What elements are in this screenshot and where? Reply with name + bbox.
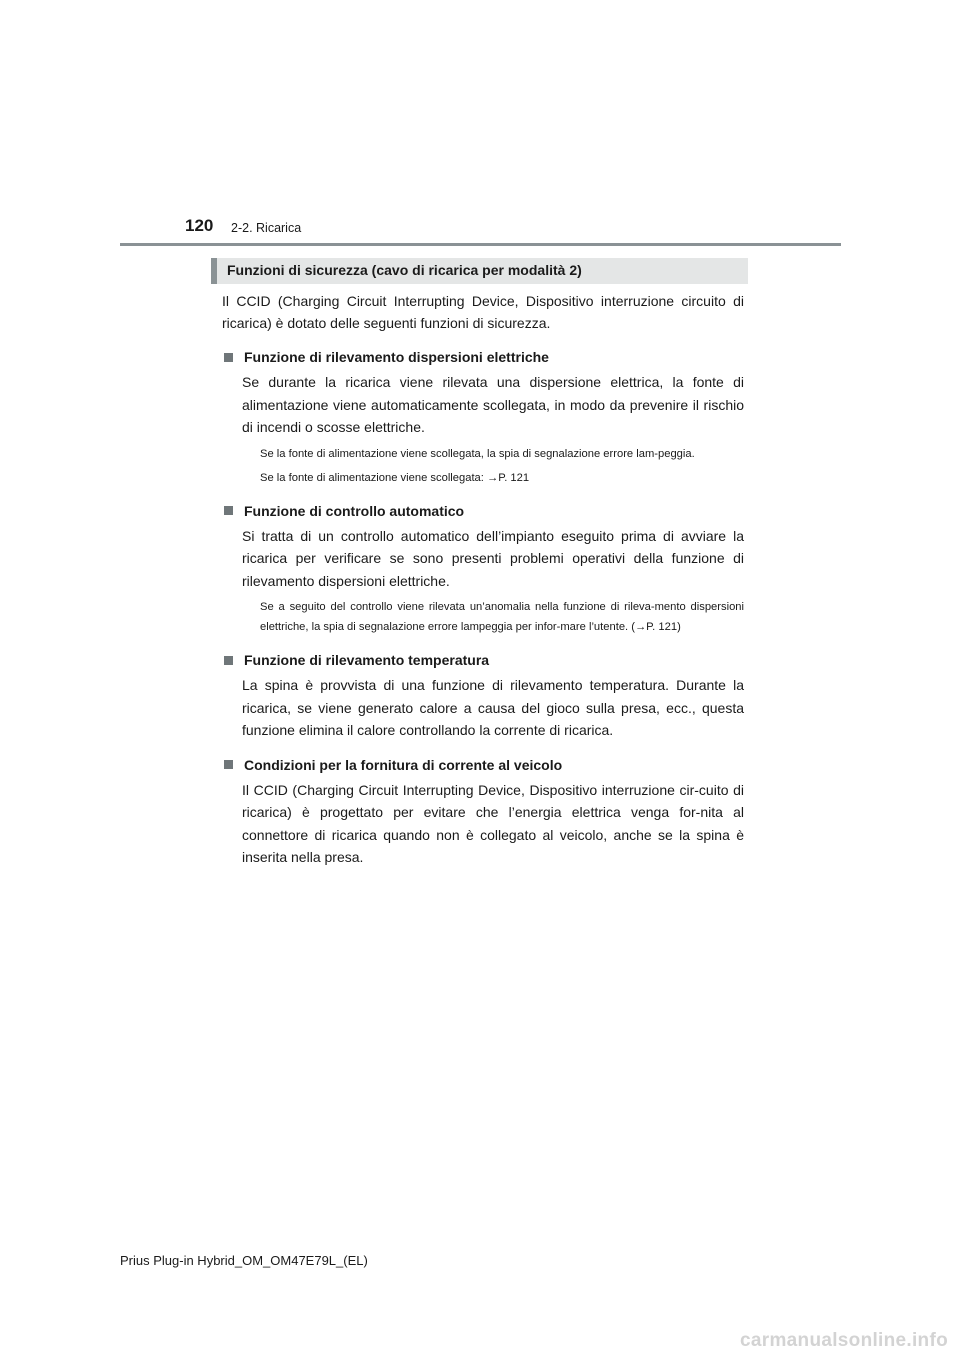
feature-heading: [222, 501, 744, 521]
feature-title: Funzione di rilevamento dispersioni elettriche: [244, 349, 549, 365]
square-bullet-icon: [224, 656, 233, 665]
section-breadcrumb: 2-2. Ricarica: [231, 221, 302, 235]
feature-body: La spina è provvista di una funzione di rilevamento temperatura. Durante la ricarica, se viene generato calore a causa del gioco sulla presa, ecc., questa funzione elimina il calore controllando la corrente di ricarica.: [242, 677, 744, 738]
feature-leak-detection: [222, 347, 744, 488]
feature-title: Funzione di controllo automatico: [244, 502, 465, 519]
feature-title: Condizioni per la fornitura di corrente al veicolo: [244, 756, 563, 773]
section-title: Funzioni di sicurezza (cavo di ricarica per modalità 2): [227, 262, 582, 278]
watermark: carmanualsonline.info: [740, 1330, 948, 1351]
page-number: 120: [185, 216, 214, 235]
document-id-footer: Prius Plug-in Hybrid_OM_OM47E79L_(EL): [120, 1253, 368, 1268]
square-bullet-icon: [224, 760, 233, 769]
square-bullet-icon: [224, 353, 233, 362]
feature-auto-check: [222, 501, 744, 638]
feature-body: Il CCID (Charging Circuit Interrupting Device, Dispositivo interruzione cir-cuito di ricarica) è progettato per evitare che l’energia elettrica venga for-nita al connettore di ricarica quando non è collegato al veicolo, anche se la spina è inserita nella presa.: [242, 781, 744, 865]
section-title-box: [211, 258, 748, 284]
intro-paragraph: Il CCID (Charging Circuit Interrupting Device, Dispositivo interruzione circuito di ricarica) è dotato delle seguenti funzioni di sicurezza.: [222, 293, 744, 331]
square-bullet-icon: [224, 506, 233, 515]
feature-body: Si tratta di un controllo automatico dell’impianto eseguito prima di avviare la ricarica per verificare se sono presenti problemi operativi della funzione di rilevamento dispersioni elettriche.: [242, 527, 744, 589]
feature-note-link[interactable]: Se a seguito del controllo viene rilevata un’anomalia nella funzione di rileva-mento dispersioni elettriche, la spia di segnalazione errore lampeggia per infor-mare l’utente. (→P. 121): [260, 601, 744, 633]
feature-temperature-detection: [222, 650, 744, 742]
header-divider: [120, 243, 841, 246]
feature-power-supply-conditions: [222, 755, 744, 869]
feature-note: Se la fonte di alimentazione viene scollegata, la spia di segnalazione errore lam-peggia.: [260, 447, 695, 460]
feature-note-link[interactable]: Se la fonte di alimentazione viene scollegata: →P. 121: [260, 471, 530, 484]
main-content: [222, 290, 744, 869]
feature-heading: [222, 650, 744, 670]
feature-heading: [222, 755, 744, 775]
feature-title: Funzione di rilevamento temperatura: [244, 652, 490, 668]
feature-body: Se durante la ricarica viene rilevata una dispersione elettrica, la fonte di alimentazione viene automaticamente scollegata, in modo da prevenire il rischio di incendi o scosse elettriche.: [242, 374, 744, 435]
feature-heading: [222, 347, 744, 367]
